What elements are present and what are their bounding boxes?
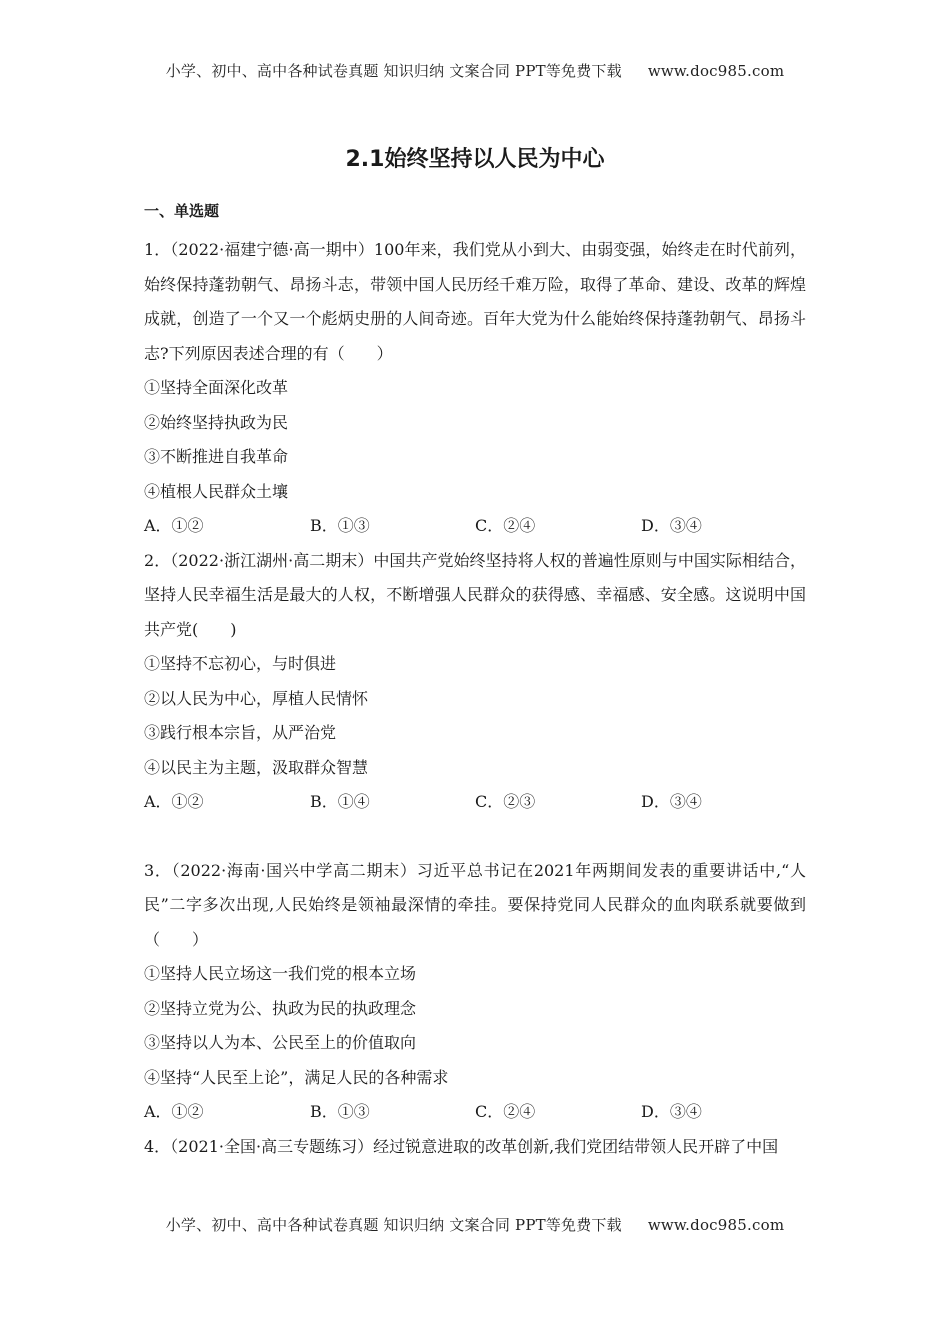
choice-b: B．①④ <box>310 792 370 811</box>
question-stem: 3．（2022·海南·国兴中学高二期末）习近平总书记在2021年两期间发表的重要讲话中,“人民”二字多次出现,人民始终是领袖最深情的牵挂。要保持党同人民群众的血肉联系就要做到（ ） <box>144 860 806 949</box>
choice-d: D．③④ <box>641 1102 702 1121</box>
statement-option: ②始终坚持执政为民 <box>144 412 289 432</box>
choice-a: A．①② <box>144 516 204 535</box>
statement-option: ①坚持不忘初心，与时俱进 <box>144 654 337 673</box>
choice-b: B．①③ <box>310 516 370 535</box>
spacer <box>144 820 806 854</box>
question-4 <box>144 1130 806 1165</box>
statement-option: ①坚持全面深化改革 <box>144 378 289 397</box>
statement-option: ④植根人民群众土壤 <box>144 481 289 501</box>
choice-d: D．③④ <box>641 516 702 535</box>
choice-a: A．①② <box>144 792 204 811</box>
answer-choices <box>144 509 806 544</box>
question-2 <box>144 544 806 820</box>
answer-choices <box>144 1095 806 1130</box>
statement-option: ②以人民为中心，厚植人民情怀 <box>144 688 369 708</box>
statement-option: ④以民主为主题，汲取群众智慧 <box>144 757 369 777</box>
answer-choices <box>144 785 806 820</box>
footer-site-link[interactable]: www.doc985.com <box>647 1216 785 1234</box>
statement-option: ③坚持以人为本、公民至上的价值取向 <box>144 1033 417 1052</box>
choice-d: D．③④ <box>641 792 702 811</box>
statement-option: ③践行根本宗旨，从严治党 <box>144 723 337 742</box>
choice-c: C．②④ <box>475 1102 536 1121</box>
footer-text: 小学、初中、高中各种试卷真题 知识归纳 文案合同 PPT等免费下载 <box>165 1216 622 1234</box>
choice-b: B．①③ <box>310 1102 370 1121</box>
header-text: 小学、初中、高中各种试卷真题 知识归纳 文案合同 PPT等免费下载 <box>165 62 622 80</box>
question-1 <box>144 233 806 544</box>
section-heading: 一、单选题 <box>144 202 220 220</box>
document-title: 2.1始终坚持以人民为中心 <box>345 147 605 172</box>
choice-a: A．①② <box>144 1102 204 1121</box>
question-stem: 1．（2022·福建宁德·高一期中）100年来，我们党从小到大、由弱变强，始终走在时代前列，始终保持蓬勃朝气、昂扬斗志，带领中国人民历经千难万险，取得了革命、建设、改革的辉煌成就，创造了一个又一个彪炳史册的人间奇迹。百年大党为什么能始终保持蓬勃朝气、昂扬斗志?下列原因表述合理的有（ ） <box>144 240 806 363</box>
choice-c: C．②④ <box>475 516 536 535</box>
question-stem: 2．（2022·浙江湖州·高二期末）中国共产党始终坚持将人权的普遍性原则与中国实际相结合，坚持人民幸福生活是最大的人权，不断增强人民群众的获得感、幸福感、安全感。这说明中国共产党( ) <box>144 550 806 639</box>
statement-option: ③不断推进自我革命 <box>144 447 289 466</box>
question-3 <box>144 854 806 1130</box>
question-stem: 4．（2021·全国·高三专题练习）经过锐意进取的改革创新,我们党团结带领人民开辟了中国 <box>144 1136 779 1156</box>
page-footer <box>0 1214 950 1235</box>
choice-c: C．②③ <box>475 792 536 811</box>
header-site-link[interactable]: www.doc985.com <box>647 62 785 80</box>
statement-option: ④坚持“人民至上论”，满足人民的各种需求 <box>144 1067 449 1087</box>
page-header <box>0 60 950 81</box>
statement-option: ②坚持立党为公、执政为民的执政理念 <box>144 998 417 1018</box>
question-list <box>144 233 806 1164</box>
statement-option: ①坚持人民立场这一我们党的根本立场 <box>144 964 417 983</box>
